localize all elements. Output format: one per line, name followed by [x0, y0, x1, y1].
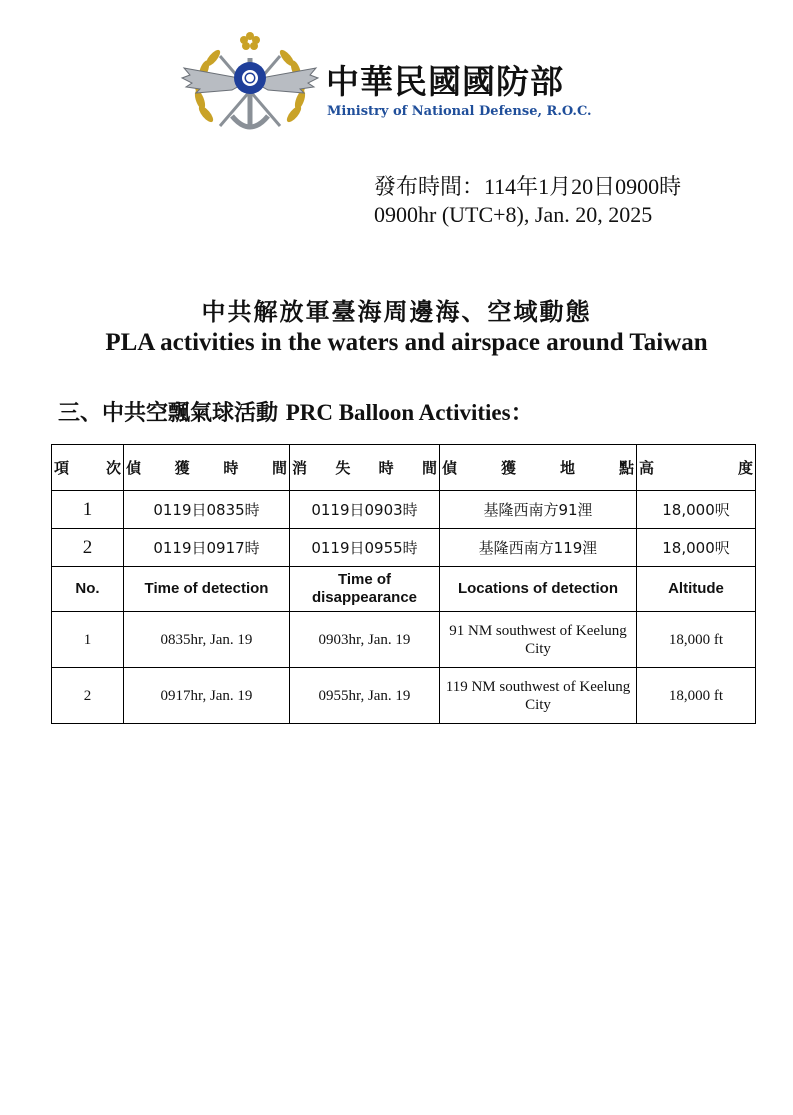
table-cell: 0119日0835時	[124, 491, 290, 529]
table-cell: 2	[52, 529, 124, 567]
table-row	[52, 612, 756, 668]
header-cell: 消失時間	[290, 445, 440, 491]
document-title-en: PLA activities in the waters and airspace around Taiwan	[105, 329, 708, 356]
header-cell: Altitude	[637, 567, 756, 612]
table-row	[52, 491, 756, 529]
header-cell: No.	[52, 567, 124, 612]
release-time-cn: 發布時間：114年1月20日0900時	[374, 174, 682, 199]
table-cell: 0119日0917時	[124, 529, 290, 567]
header-cell: Time of detection	[124, 567, 290, 612]
table-cell: 0835hr, Jan. 19	[124, 612, 290, 668]
table-row	[52, 529, 756, 567]
table-cell: 0119日0903時	[290, 491, 440, 529]
table-cell: 18,000呎	[637, 529, 756, 567]
table-cell: 18,000 ft	[637, 668, 756, 724]
org-name-en: Ministry of National Defense, R.O.C.	[327, 104, 592, 119]
header-cell: 項次	[52, 445, 124, 491]
balloon-activity-table	[51, 444, 756, 724]
section-heading	[58, 394, 534, 427]
header-cell: 高度	[637, 445, 756, 491]
table-cell: 1	[52, 491, 124, 529]
section-heading-en: PRC Balloon Activities：	[285, 400, 534, 425]
header-cell: Time of disappearance	[290, 567, 440, 612]
org-name-cn: 中華民國國防部	[326, 62, 564, 101]
table-header-row-cn	[52, 445, 756, 491]
table-header-row-en	[52, 567, 756, 612]
table-cell: 基隆西南方119浬	[440, 529, 637, 567]
table-cell: 0955hr, Jan. 19	[290, 668, 440, 724]
table-cell: 18,000 ft	[637, 612, 756, 668]
table-cell: 基隆西南方91浬	[440, 491, 637, 529]
header-cell: 偵獲地點	[440, 445, 637, 491]
document-title-cn: 中共解放軍臺海周邊海、空域動態	[201, 297, 592, 326]
section-heading-cn: 三、中共空飄氣球活動	[58, 400, 279, 426]
table-cell: 18,000呎	[637, 491, 756, 529]
table-cell: 0903hr, Jan. 19	[290, 612, 440, 668]
table-cell: 1	[52, 612, 124, 668]
table-cell: 0119日0955時	[290, 529, 440, 567]
release-time-en: 0900hr (UTC+8), Jan. 20, 2025	[374, 202, 653, 227]
header-cell: 偵獲時間	[124, 445, 290, 491]
table-row	[52, 668, 756, 724]
header-cell: Locations of detection	[440, 567, 637, 612]
table-cell: 91 NM southwest of Keelung City	[440, 612, 637, 668]
mnd-emblem-logo	[180, 28, 320, 140]
table-cell: 0917hr, Jan. 19	[124, 668, 290, 724]
table-cell: 119 NM southwest of Keelung City	[440, 668, 637, 724]
table-cell: 2	[52, 668, 124, 724]
